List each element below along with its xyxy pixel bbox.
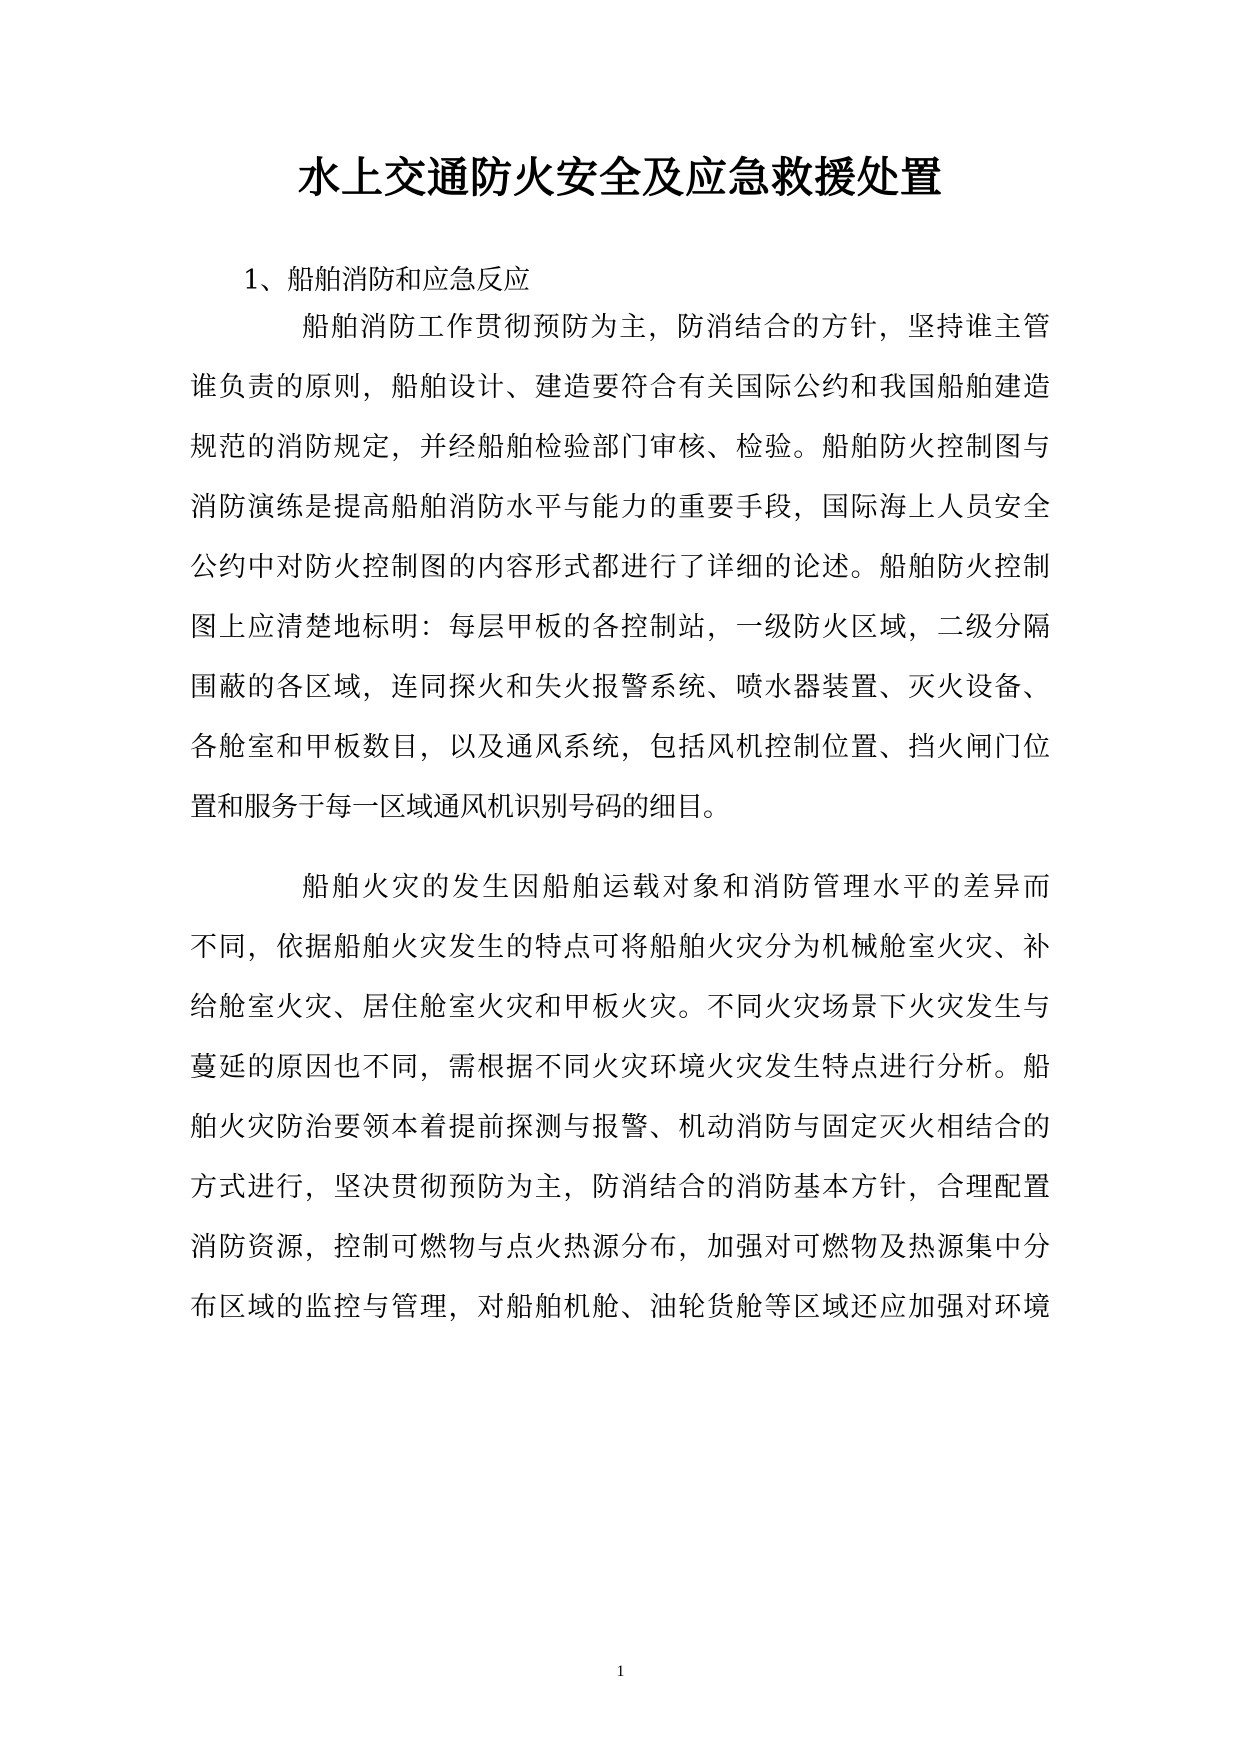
document-title: 水上交通防火安全及应急救援处置 [297, 153, 943, 202]
paragraph-2-line: 方式进行，坚决贯彻预防为主，防消结合的消防基本方针，合理配置 [190, 1172, 1050, 1203]
paragraph-1-line: 公约中对防火控制图的内容形式都进行了详细的论述。船舶防火控制 [190, 552, 1050, 583]
paragraph-2-line: 蔓延的原因也不同，需根据不同火灾环境火灾发生特点进行分析。船 [190, 1052, 1050, 1083]
paragraph-2-line: 不同，依据船舶火灾发生的特点可将船舶火灾分为机械舱室火灾、补 [190, 932, 1050, 963]
paragraph-2-line: 船舶火灾的发生因船舶运载对象和消防管理水平的差异而 [302, 872, 1050, 903]
section-heading: 1、船舶消防和应急反应 [243, 265, 531, 296]
paragraph-2-line: 舶火灾防治要领本着提前探测与报警、机动消防与固定灭火相结合的 [190, 1112, 1050, 1143]
paragraph-1-line: 图上应清楚地标明：每层甲板的各控制站，一级防火区域，二级分隔 [190, 612, 1050, 643]
paragraph-1-line: 船舶消防工作贯彻预防为主，防消结合的方针，坚持谁主管 [302, 312, 1050, 343]
paragraph-2-line: 布区域的监控与管理，对船舶机舱、油轮货舱等区域还应加强对环境 [190, 1292, 1050, 1323]
paragraph-1-line: 各舱室和甲板数目，以及通风系统，包括风机控制位置、挡火闸门位 [190, 732, 1050, 763]
paragraph-1-line: 围蔽的各区域，连同探火和失火报警系统、喷水器装置、灭火设备、 [190, 672, 1050, 703]
paragraph-2-line: 消防资源，控制可燃物与点火热源分布，加强对可燃物及热源集中分 [190, 1232, 1050, 1263]
paragraph-1-line: 消防演练是提高船舶消防水平与能力的重要手段，国际海上人员安全 [190, 492, 1050, 523]
paragraph-1-line: 置和服务于每一区域通风机识别号码的细目。 [190, 792, 730, 823]
paragraph-1-line: 谁负责的原则，船舶设计、建造要符合有关国际公约和我国船舶建造 [190, 372, 1050, 403]
paragraph-2-line: 给舱室火灾、居住舱室火灾和甲板火灾。不同火灾场景下火灾发生与 [190, 992, 1050, 1023]
page-number: 1 [616, 1663, 625, 1680]
paragraph-1-line: 规范的消防规定，并经船舶检验部门审核、检验。船舶防火控制图与 [190, 432, 1050, 463]
